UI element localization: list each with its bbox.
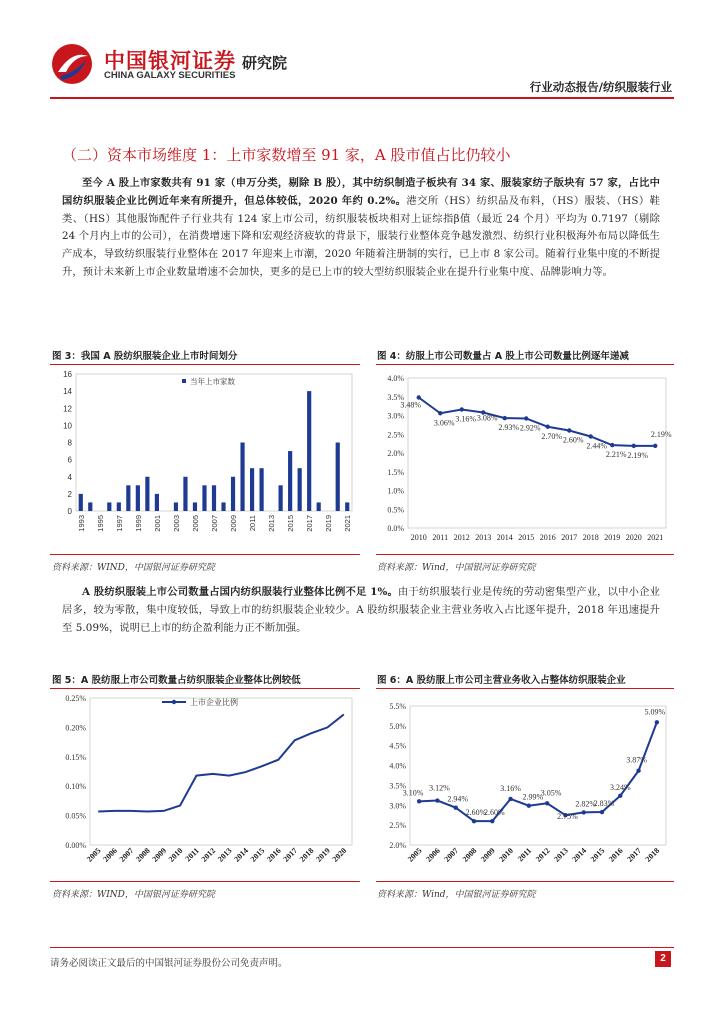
fig6-data-label: 2.99% <box>522 792 544 802</box>
fig4-y-tick: 2.5% <box>387 430 404 440</box>
fig3-y-tick: 10 <box>63 421 72 431</box>
fig6-data-label: 2.83% <box>593 799 615 809</box>
fig3-bar <box>336 443 340 512</box>
fig6-x-tick: 2006 <box>424 846 442 864</box>
fig4-x-tick: 2020 <box>625 533 642 542</box>
fig3-bar <box>212 485 216 511</box>
fig4-source: 资料来源：Wind，中国银河证券研究院 <box>377 563 536 573</box>
brand-institute: 研究院 <box>242 54 288 72</box>
fig6-chart <box>376 690 674 880</box>
fig4-x-tick: 2015 <box>518 533 535 542</box>
fig4-y-tick: 4.0% <box>387 374 404 383</box>
fig3-bar <box>136 485 140 511</box>
fig5-x-tick: 2013 <box>215 846 234 864</box>
paragraph-2 <box>62 584 660 637</box>
fig6-x-tick: 2005 <box>405 846 424 864</box>
fig5-x-tick: 2014 <box>232 846 250 864</box>
fig6-x-tick: 2008 <box>460 846 479 864</box>
fig6-x-tick: 2012 <box>533 846 552 864</box>
fig3-bar <box>279 485 283 511</box>
fig3-x-tick: 2001 <box>152 515 162 532</box>
fig6-x-tick: 2007 <box>442 846 461 864</box>
fig3-x-tick: 2017 <box>305 515 315 532</box>
fig5-y-tick: 0.25% <box>65 694 86 703</box>
fig3-bar <box>88 502 92 511</box>
fig5-rule <box>50 688 360 689</box>
fig4-data-label: 3.48% <box>400 400 422 410</box>
fig5-x-tick: 2019 <box>314 846 332 864</box>
fig6-label: 图 6：A 股纺服上市公司主营业务收入占整体纺织服装企业 <box>377 675 626 686</box>
fig3-bottom-rule <box>50 554 360 555</box>
fig3-y-tick: 8 <box>67 438 72 448</box>
paragraph-2-bold: A 股纺织服装上市公司数量占国内纺织服装行业整体比例不足 1%。 <box>82 586 398 598</box>
fig3-legend: 当年上市家数 <box>190 377 235 386</box>
fig4-data-label: 2.19% <box>650 429 672 439</box>
fig3-y-tick: 6 <box>67 455 72 465</box>
fig6-data-label: 3.12% <box>429 783 450 793</box>
fig3-bar <box>174 502 178 511</box>
fig4-data-label: 2.21% <box>605 450 627 460</box>
fig3-chart <box>50 366 360 548</box>
fig3-bar <box>183 477 187 511</box>
fig6-y-tick: 5.0% <box>389 721 406 731</box>
fig6-plot-frame <box>410 706 666 845</box>
fig4-y-tick: 1.0% <box>387 486 404 496</box>
galaxy-logo-icon <box>50 42 94 86</box>
fig3-bar <box>126 485 130 511</box>
fig5-bottom-rule <box>50 881 360 882</box>
fig3-bar <box>107 502 111 511</box>
fig4-x-tick: 2021 <box>647 533 664 542</box>
paragraph-1-bold: 至今 A 股上市家数共有 91 家（申万分类，剔除 B 股），其中纺织制造子板块有 34 家、服装家纺子版块有 57 家，占比中国纺织服装企业比例近年来有所提升，但总体较低，2020 年约 0.2%。 <box>62 177 660 207</box>
fig4-x-tick: 2011 <box>432 533 449 542</box>
fig3-x-tick: 2005 <box>190 515 200 532</box>
fig4-chart <box>376 366 674 548</box>
fig6-y-tick: 4.5% <box>389 741 406 751</box>
fig5-x-tick: 2007 <box>117 846 136 864</box>
fig3-rule <box>50 364 360 365</box>
fig6-point <box>582 810 586 814</box>
fig3-x-tick: 1995 <box>95 515 105 532</box>
fig3-bar <box>79 494 83 511</box>
fig5-x-tick: 2006 <box>101 846 119 864</box>
fig3-bar <box>307 391 311 511</box>
fig3-bar <box>221 502 225 511</box>
fig4-data-label: 2.92% <box>519 423 541 433</box>
fig5-x-tick: 2015 <box>248 846 267 864</box>
fig3-y-tick: 12 <box>63 404 72 414</box>
fig3-bar <box>259 468 263 511</box>
header-rule <box>50 97 674 99</box>
brand-name-en: CHINA GALAXY SECURITIES <box>104 70 236 81</box>
fig3-y-tick: 0 <box>67 507 72 516</box>
fig6-data-label: 2.82% <box>575 799 597 809</box>
fig3-x-tick: 2009 <box>229 515 239 532</box>
fig6-y-tick: 2.0% <box>389 841 406 850</box>
fig3-x-tick: 2015 <box>286 515 296 532</box>
fig5-plot-frame <box>90 698 352 845</box>
fig6-y-tick: 3.5% <box>389 781 406 791</box>
fig5-source: 资料来源：WIND，中国银河证券研究院 <box>52 890 215 900</box>
fig5-x-tick: 2008 <box>134 846 152 864</box>
paragraph-1-text: 港交所（HS）纺织品及布料，（HS）服装、（HS）鞋类、（HS）其他服饰配件子行业共有 124 家上市公司，纺织服装板块相对上证综指β值（最近 24 个月）平均为 0.7197（剔除 24 个月内上市的公司），在消费增速下降和宏观经济疲软的背景下，服装行业整体竞争越发激烈、纺织行业积极海外布局以降低生产成本，导致纺织服装行业整体在 2017 年迎来上市潮，2020 年随着注册制的实行，已上市 8 家公司。随着行业集中度的不断提升，预计未来新上市企业数量增速不会加快，更多的是已上市的较大型纺织服装企业在提升行业集中度、品牌影响力等。 <box>62 194 660 278</box>
fig4-point <box>503 416 507 420</box>
fig5-x-tick: 2018 <box>297 846 316 864</box>
fig3-bar <box>145 477 149 511</box>
fig6-point <box>618 794 622 798</box>
footer-rule <box>50 947 674 948</box>
paragraph-2-text: 由于纺织服装行业是传统的劳动密集型产业，以中小企业居多，较为零散，集中度较低，导致上市的纺织服装企业较少。A 股纺织服装企业主营业务收入占比逐年提升，2018 年迅速提升至 5.09%，说明已上市的纺企盈利能力正不断加强。 <box>62 586 661 634</box>
fig4-y-tick: 0.0% <box>387 524 404 533</box>
fig4-point <box>546 425 550 429</box>
fig6-x-tick: 2015 <box>588 846 607 864</box>
fig6-x-tick: 2010 <box>497 846 515 864</box>
fig5-x-tick: 2005 <box>84 846 103 864</box>
fig6-data-label: 2.60% <box>483 808 505 818</box>
fig4-point <box>653 444 657 448</box>
fig6-source: 资料来源：Wind，中国银河证券研究院 <box>377 890 536 900</box>
fig6-point <box>454 805 458 809</box>
fig5-y-tick: 0.05% <box>65 811 86 821</box>
fig4-x-tick: 2014 <box>496 533 513 542</box>
fig5-x-tick: 2011 <box>183 846 201 864</box>
fig3-legend-swatch <box>182 379 186 383</box>
fig3-bar <box>345 502 349 511</box>
fig6-rule <box>376 688 674 689</box>
fig5-series-line <box>98 714 344 811</box>
fig5-y-tick: 0.00% <box>65 841 86 850</box>
fig6-y-tick: 2.5% <box>389 821 406 831</box>
fig6-y-tick: 4.0% <box>389 761 406 771</box>
fig3-bar <box>288 451 292 511</box>
fig6-point <box>545 801 549 805</box>
fig3-x-tick: 2021 <box>343 515 353 532</box>
fig4-data-label: 3.08% <box>476 413 498 423</box>
fig6-data-label: 2.75% <box>557 812 578 822</box>
section-title: （二）资本市场维度 1：上市家数增至 91 家，A 股市值占比仍较小 <box>62 146 511 164</box>
fig3-bar <box>155 494 159 511</box>
fig3-y-tick: 4 <box>67 472 72 482</box>
fig3-y-tick: 14 <box>63 387 72 397</box>
fig3-bar <box>117 502 121 511</box>
fig5-y-tick: 0.15% <box>65 752 86 762</box>
fig3-x-tick: 2003 <box>171 515 181 532</box>
fig6-point <box>490 819 494 823</box>
fig4-bottom-rule <box>376 554 674 555</box>
fig3-x-tick: 1993 <box>76 515 86 532</box>
fig6-data-label: 3.10% <box>402 788 424 798</box>
fig4-point <box>610 443 614 447</box>
fig4-x-tick: 2013 <box>475 533 492 542</box>
fig4-x-tick: 2019 <box>604 533 621 542</box>
fig3-source: 资料来源：WIND，中国银河证券研究院 <box>52 563 215 573</box>
fig4-data-label: 2.70% <box>541 431 563 441</box>
fig4-point <box>589 434 593 438</box>
fig4-data-label: 3.06% <box>433 418 455 428</box>
fig3-label: 图 3：我国 A 股纺织服装企业上市时间划分 <box>52 351 238 362</box>
fig4-point <box>524 416 528 420</box>
footer-disclaimer: 请务必阅读正文最后的中国银河证券股份公司免责声明。 <box>50 958 288 969</box>
fig6-data-label: 2.94% <box>447 794 469 804</box>
fig6-point <box>655 720 659 724</box>
fig5-chart <box>50 690 360 880</box>
fig4-data-label: 2.93% <box>498 423 520 433</box>
fig5-label: 图 5：A 股纺服上市公司数量占纺织服装企业整体比例较低 <box>52 675 301 686</box>
fig3-bar <box>193 502 197 511</box>
fig5-x-tick: 2017 <box>281 846 300 864</box>
fig4-rule <box>376 364 674 365</box>
fig6-point <box>508 797 512 801</box>
fig5-x-tick: 2012 <box>199 846 218 864</box>
fig3-x-tick: 2011 <box>248 515 258 532</box>
fig6-y-tick: 5.5% <box>389 702 406 711</box>
fig4-point <box>417 395 421 399</box>
fig5-y-tick: 0.10% <box>65 782 86 792</box>
fig4-x-tick: 2017 <box>561 533 578 542</box>
fig6-x-tick: 2011 <box>515 846 534 864</box>
fig5-y-tick: 0.20% <box>65 723 86 733</box>
fig3-x-tick: 1997 <box>114 515 124 532</box>
fig6-data-label: 5.09% <box>644 707 666 717</box>
fig3-bar <box>317 502 321 511</box>
fig4-label: 图 4：纺服上市公司数量占 A 股上市公司数量比例逐年递减 <box>377 351 629 362</box>
fig3-x-tick: 2007 <box>210 515 219 532</box>
fig4-data-label: 3.16% <box>455 414 477 424</box>
fig3-y-tick: 2 <box>67 489 72 499</box>
page-number: 2 <box>655 951 671 967</box>
fig6-data-label: 3.16% <box>500 783 521 793</box>
fig5-legend-marker <box>172 700 176 704</box>
fig4-point <box>632 444 636 448</box>
fig6-data-label: 3.24% <box>609 782 631 792</box>
fig6-point <box>435 798 439 802</box>
fig6-x-tick: 2017 <box>625 846 643 864</box>
fig5-x-tick: 2020 <box>330 846 349 864</box>
brand-name-cn: 中国银河证券 <box>104 49 236 73</box>
fig4-x-tick: 2016 <box>539 533 556 542</box>
fig6-x-tick: 2014 <box>570 846 589 864</box>
fig6-data-label: 2.60% <box>465 808 487 818</box>
fig3-bar <box>231 477 235 511</box>
fig6-x-tick: 2009 <box>479 846 497 864</box>
fig4-data-label: 2.60% <box>562 435 584 445</box>
fig3-bar <box>250 468 254 511</box>
fig6-data-label: 3.87% <box>626 755 647 765</box>
fig4-y-tick: 3.0% <box>387 411 404 421</box>
fig6-bottom-rule <box>376 881 674 882</box>
fig6-y-tick: 3.0% <box>389 801 406 811</box>
fig6-point <box>472 819 476 823</box>
fig4-x-tick: 2018 <box>582 533 599 542</box>
fig4-y-tick: 3.5% <box>387 392 404 402</box>
fig4-x-tick: 2010 <box>410 533 427 542</box>
fig4-x-tick: 2012 <box>453 533 470 542</box>
fig4-point <box>567 428 571 432</box>
fig5-x-tick: 2009 <box>150 846 169 864</box>
fig4-point <box>460 407 464 411</box>
report-type: 行业动态报告/纺织服装行业 <box>529 80 672 94</box>
fig5-x-tick: 2010 <box>166 846 185 864</box>
fig5-legend: 上市企业比例 <box>190 698 238 707</box>
fig3-bar <box>202 485 206 511</box>
fig4-y-tick: 2.0% <box>387 449 404 458</box>
fig3-x-tick: 2019 <box>324 515 334 532</box>
fig3-bar <box>240 443 244 512</box>
fig3-y-tick: 16 <box>63 370 72 379</box>
fig6-point <box>527 803 531 807</box>
fig4-y-tick: 1.5% <box>387 467 404 477</box>
fig5-x-tick: 2016 <box>265 846 283 864</box>
fig4-data-label: 2.19% <box>627 450 649 460</box>
fig3-x-tick: 1999 <box>133 515 143 532</box>
fig4-data-label: 2.44% <box>586 441 608 451</box>
fig4-y-tick: 0.5% <box>387 505 404 515</box>
fig6-point <box>600 810 604 814</box>
fig6-data-label: 3.05% <box>540 788 562 798</box>
fig6-x-tick: 2013 <box>552 846 570 864</box>
fig3-x-tick: 2013 <box>267 515 277 532</box>
fig6-x-tick: 2016 <box>607 846 625 864</box>
fig6-x-tick: 2018 <box>643 846 662 864</box>
fig6-point <box>417 799 421 803</box>
fig4-point <box>438 411 442 415</box>
fig3-bar <box>298 468 302 511</box>
paragraph-1 <box>62 175 660 282</box>
fig6-point <box>636 769 640 773</box>
